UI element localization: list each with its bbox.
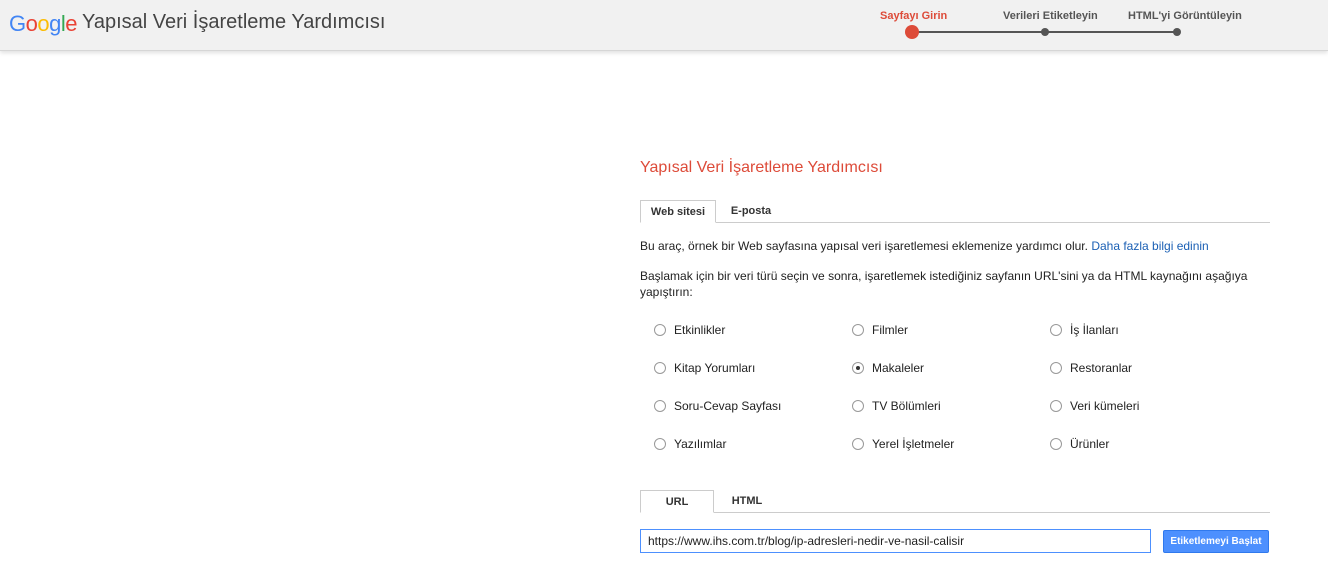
radio-label: Restoranlar xyxy=(1070,361,1133,375)
page-title: Yapısal Veri İşaretleme Yardımcısı xyxy=(640,159,883,176)
step-tag-data: Verileri Etiketleyin xyxy=(1003,10,1098,22)
radio-option-tv-episodes[interactable] xyxy=(852,399,941,413)
step-enter-page: Sayfayı Girin xyxy=(880,10,948,22)
radio-option-jobs[interactable] xyxy=(1050,323,1119,337)
logo-letter: o xyxy=(37,11,50,36)
url-input[interactable]: https://www.ihs.com.tr/blog/ip-adresleri-nedir-ve-nasil-calisir xyxy=(640,529,1151,553)
source-tabs xyxy=(640,490,1270,513)
radio-button[interactable] xyxy=(1050,362,1062,374)
radio-label: Ürünler xyxy=(1070,437,1110,451)
radio-option-articles[interactable] xyxy=(852,361,924,375)
radio-label: Yazılımlar xyxy=(674,437,727,451)
radio-option-products[interactable] xyxy=(1050,437,1109,451)
radio-label: Filmler xyxy=(872,323,908,337)
radio-button[interactable] xyxy=(1050,324,1062,336)
radio-label: TV Bölümleri xyxy=(872,399,941,413)
intro-paragraph xyxy=(640,238,1209,255)
radio-button[interactable] xyxy=(654,362,666,374)
step-dot xyxy=(1173,28,1181,36)
radio-label: Veri kümeleri xyxy=(1070,399,1140,413)
step-view-html: HTML'yi Görüntüleyin xyxy=(1128,10,1242,22)
radio-option-software[interactable] xyxy=(654,437,726,451)
logo-letter: e xyxy=(65,11,78,36)
radio-option-datasets[interactable] xyxy=(1050,399,1139,413)
radio-button[interactable] xyxy=(1050,438,1062,450)
logo-letter: g xyxy=(49,11,61,36)
radio-label: İş İlanları xyxy=(1070,323,1119,337)
step-dot-active xyxy=(905,25,919,39)
learn-more-link[interactable]: Daha fazla bilgi edinin xyxy=(1091,239,1209,253)
logo-letter: G xyxy=(9,11,26,36)
google-logo[interactable] xyxy=(9,11,77,37)
top-header xyxy=(0,0,1328,51)
radio-button[interactable] xyxy=(852,400,864,412)
tab-email[interactable]: E-posta xyxy=(730,204,772,217)
tab-website[interactable]: Web sitesi xyxy=(640,200,716,223)
start-tagging-button[interactable]: Etiketlemeyi Başlat xyxy=(1163,530,1269,553)
type-tabs xyxy=(640,200,1270,223)
radio-label: Makaleler xyxy=(872,361,925,375)
logo-letter: l xyxy=(60,11,66,36)
radio-label: Soru-Cevap Sayfası xyxy=(674,399,782,413)
radio-option-book-reviews[interactable] xyxy=(654,361,755,375)
instruction-line-1: Başlamak için bir veri türü seçin ve sonra, işaretlemek istediğiniz sayfanın URL'sini ya da HTML kaynağını aşağıya xyxy=(640,269,1248,283)
radio-label: Yerel İşletmeler xyxy=(872,437,955,451)
radio-button[interactable] xyxy=(654,400,666,412)
app-title: Yapısal Veri İşaretleme Yardımcısı xyxy=(82,11,386,33)
radio-button[interactable] xyxy=(852,438,864,450)
tab-html[interactable]: HTML xyxy=(731,494,763,507)
radio-button[interactable] xyxy=(654,438,666,450)
radio-option-events[interactable] xyxy=(654,323,725,337)
radio-option-restaurants[interactable] xyxy=(1050,361,1132,375)
progress-stepper xyxy=(880,0,1240,50)
radio-label: Etkinlikler xyxy=(674,323,726,337)
tab-url[interactable]: URL xyxy=(640,490,714,513)
radio-option-movies[interactable] xyxy=(852,323,908,337)
intro-text: Bu araç, örnek bir Web sayfasına yapısal veri işaretlemesi eklemenize yardımcı olur. xyxy=(640,239,1088,253)
radio-option-local-business[interactable] xyxy=(852,437,954,451)
logo-letter: o xyxy=(25,11,38,36)
radio-button[interactable] xyxy=(654,324,666,336)
radio-button[interactable] xyxy=(852,324,864,336)
radio-option-qa-page[interactable] xyxy=(654,399,781,413)
radio-button[interactable] xyxy=(1050,400,1062,412)
radio-button-checked[interactable] xyxy=(852,362,864,374)
instruction-line-2: yapıştırın: xyxy=(640,285,693,299)
radio-label: Kitap Yorumları xyxy=(674,361,756,375)
step-dot xyxy=(1041,28,1049,36)
